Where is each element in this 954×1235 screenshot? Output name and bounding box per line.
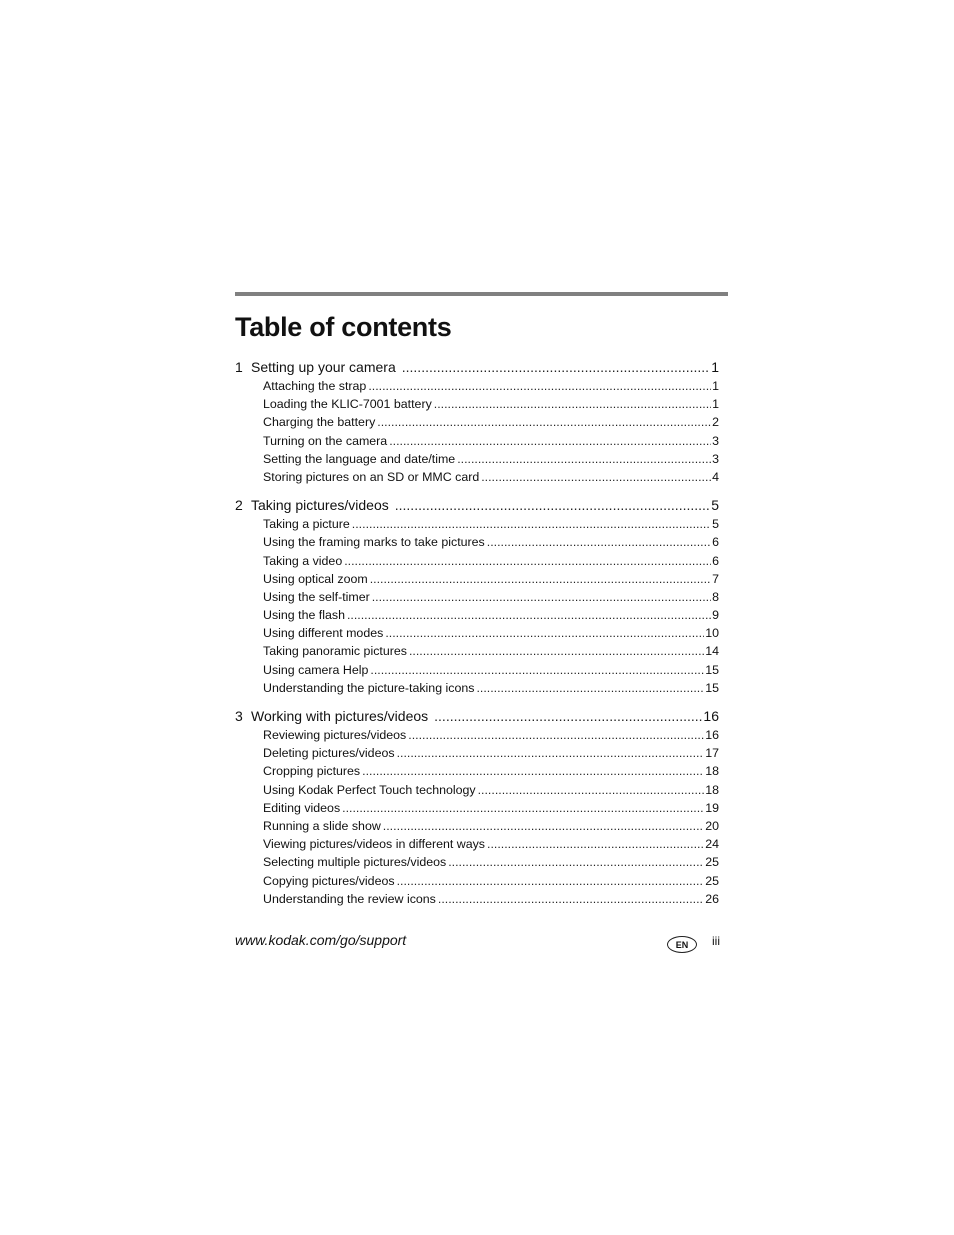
toc-section-entry[interactable]	[235, 606, 719, 624]
section-title: Taking panoramic pictures	[263, 644, 407, 659]
section-title: Taking a video	[263, 553, 343, 568]
language-badge: EN	[667, 936, 697, 953]
toc-section-entry[interactable]	[235, 726, 719, 744]
section-title: Viewing pictures/videos in different ways	[263, 837, 486, 852]
section-page-number: 16	[705, 728, 719, 742]
section-title: Cropping pictures	[263, 764, 361, 779]
section-page-number: 8	[712, 589, 719, 604]
toc-section-entry[interactable]	[235, 468, 719, 486]
dot-leader	[397, 744, 705, 762]
dot-leader	[370, 570, 711, 588]
dot-leader	[368, 377, 711, 395]
dot-leader	[487, 533, 711, 551]
section-title: Deleting pictures/videos	[263, 746, 395, 761]
dot-leader	[362, 762, 704, 780]
section-title: Using the framing marks to take pictures	[263, 535, 485, 550]
section-page-number: 7	[712, 571, 719, 586]
section-page-number: 17	[705, 746, 719, 761]
section-page-number: 26	[705, 891, 719, 906]
section-title: Using optical zoom	[263, 571, 368, 586]
toc-section-entry[interactable]	[235, 624, 719, 642]
dot-leader	[395, 496, 710, 515]
toc-section-entry[interactable]	[235, 890, 719, 908]
section-title: Loading the KLIC-7001 battery	[263, 397, 432, 412]
dot-leader	[481, 468, 711, 486]
section-page-number: 5	[712, 517, 719, 532]
section-title: Understanding the review icons	[263, 891, 436, 906]
toc-section-entry[interactable]	[235, 744, 719, 762]
section-page-number: 18	[705, 782, 719, 797]
toc-chapter-entry[interactable]	[235, 707, 719, 726]
dot-leader	[347, 606, 711, 624]
chapter-page-number: 16	[703, 708, 719, 724]
dot-leader	[377, 413, 711, 431]
chapter-page-number: 5	[711, 497, 719, 514]
section-title: Setting the language and date/time	[263, 451, 456, 466]
section-title: Taking a picture	[263, 517, 350, 532]
section-page-number: 10	[705, 626, 719, 641]
section-page-number: 3	[712, 433, 719, 448]
toc-section-entry[interactable]	[235, 432, 719, 450]
toc-section-entry[interactable]	[235, 817, 719, 835]
toc-chapter-entry[interactable]	[235, 496, 719, 515]
dot-leader	[402, 358, 710, 377]
dot-leader	[487, 835, 704, 853]
dot-leader	[397, 872, 705, 890]
chapter-title: Taking pictures/videos	[251, 497, 389, 514]
dot-leader	[457, 450, 711, 468]
header-rule	[235, 292, 728, 296]
chapter-number: 1	[235, 359, 243, 375]
toc-section-entry[interactable]	[235, 872, 719, 890]
section-title: Understanding the picture-taking icons	[263, 680, 475, 695]
toc-section-entry[interactable]	[235, 570, 719, 588]
dot-leader	[438, 890, 704, 908]
toc-section-entry[interactable]	[235, 853, 719, 871]
toc-section-entry[interactable]	[235, 377, 719, 395]
section-page-number: 6	[712, 553, 719, 568]
dot-leader	[344, 552, 711, 570]
toc-chapter	[235, 358, 719, 486]
toc-section-entry[interactable]	[235, 762, 719, 780]
dot-leader	[408, 726, 704, 744]
section-page-number: 3	[712, 451, 719, 466]
chapter-number: 3	[235, 708, 243, 724]
section-title: Copying pictures/videos	[263, 873, 395, 888]
section-page-number: 1	[712, 397, 719, 412]
section-page-number: 18	[705, 764, 719, 779]
toc-section-entry[interactable]	[235, 835, 719, 853]
chapter-number: 2	[235, 497, 243, 514]
toc-section-entry[interactable]	[235, 552, 719, 570]
toc-section-entry[interactable]	[235, 679, 719, 697]
toc-section-entry[interactable]	[235, 533, 719, 551]
toc-section-entry[interactable]	[235, 413, 719, 431]
toc-chapter-entry[interactable]	[235, 358, 719, 377]
table-of-contents	[235, 358, 719, 918]
page-number: iii	[712, 934, 720, 948]
section-title: Attaching the strap	[263, 379, 367, 393]
chapter-title: Setting up your camera	[251, 359, 396, 375]
dot-leader	[370, 661, 704, 679]
section-page-number: 19	[705, 800, 719, 815]
section-title: Using Kodak Perfect Touch technology	[263, 782, 476, 797]
toc-section-entry[interactable]	[235, 395, 719, 413]
section-title: Using camera Help	[263, 662, 369, 677]
section-title: Charging the battery	[263, 415, 376, 430]
dot-leader	[448, 853, 704, 871]
section-title: Storing pictures on an SD or MMC card	[263, 469, 480, 484]
section-title: Selecting multiple pictures/videos	[263, 855, 447, 870]
toc-chapter	[235, 707, 719, 908]
toc-section-entry[interactable]	[235, 450, 719, 468]
dot-leader	[385, 624, 704, 642]
section-page-number: 20	[705, 818, 719, 833]
toc-section-entry[interactable]	[235, 642, 719, 660]
dot-leader	[476, 679, 704, 697]
section-page-number: 4	[712, 469, 719, 484]
section-title: Using the flash	[263, 608, 345, 623]
dot-leader	[478, 781, 705, 799]
page-title: Table of contents	[235, 312, 452, 342]
dot-leader	[352, 515, 711, 533]
dot-leader	[383, 817, 704, 835]
section-page-number: 25	[705, 855, 719, 870]
dot-leader	[434, 707, 702, 726]
toc-section-entry[interactable]	[235, 781, 719, 799]
section-page-number: 15	[705, 680, 719, 695]
chapter-page-number: 1	[711, 359, 719, 375]
section-page-number: 2	[712, 415, 719, 430]
section-title: Editing videos	[263, 800, 341, 815]
section-title: Turning on the camera	[263, 433, 388, 448]
section-title: Running a slide show	[263, 818, 381, 833]
dot-leader	[342, 799, 704, 817]
section-page-number: 6	[712, 535, 719, 550]
dot-leader	[389, 432, 711, 450]
toc-chapter	[235, 496, 719, 697]
toc-section-entry[interactable]	[235, 588, 719, 606]
section-page-number: 1	[712, 379, 719, 393]
dot-leader	[409, 642, 704, 660]
section-page-number: 25	[705, 873, 719, 888]
section-title: Using the self-timer	[263, 589, 370, 604]
section-page-number: 14	[705, 644, 719, 659]
toc-section-entry[interactable]	[235, 799, 719, 817]
section-page-number: 24	[705, 837, 719, 852]
chapter-title: Working with pictures/videos	[251, 708, 429, 724]
dot-leader	[372, 588, 711, 606]
section-page-number: 9	[712, 608, 719, 623]
toc-section-entry[interactable]	[235, 661, 719, 679]
support-url[interactable]: www.kodak.com/go/support	[235, 932, 407, 948]
section-page-number: 15	[705, 662, 719, 677]
section-title: Reviewing pictures/videos	[263, 728, 407, 742]
toc-section-entry[interactable]	[235, 515, 719, 533]
section-title: Using different modes	[263, 626, 384, 641]
dot-leader	[434, 395, 711, 413]
